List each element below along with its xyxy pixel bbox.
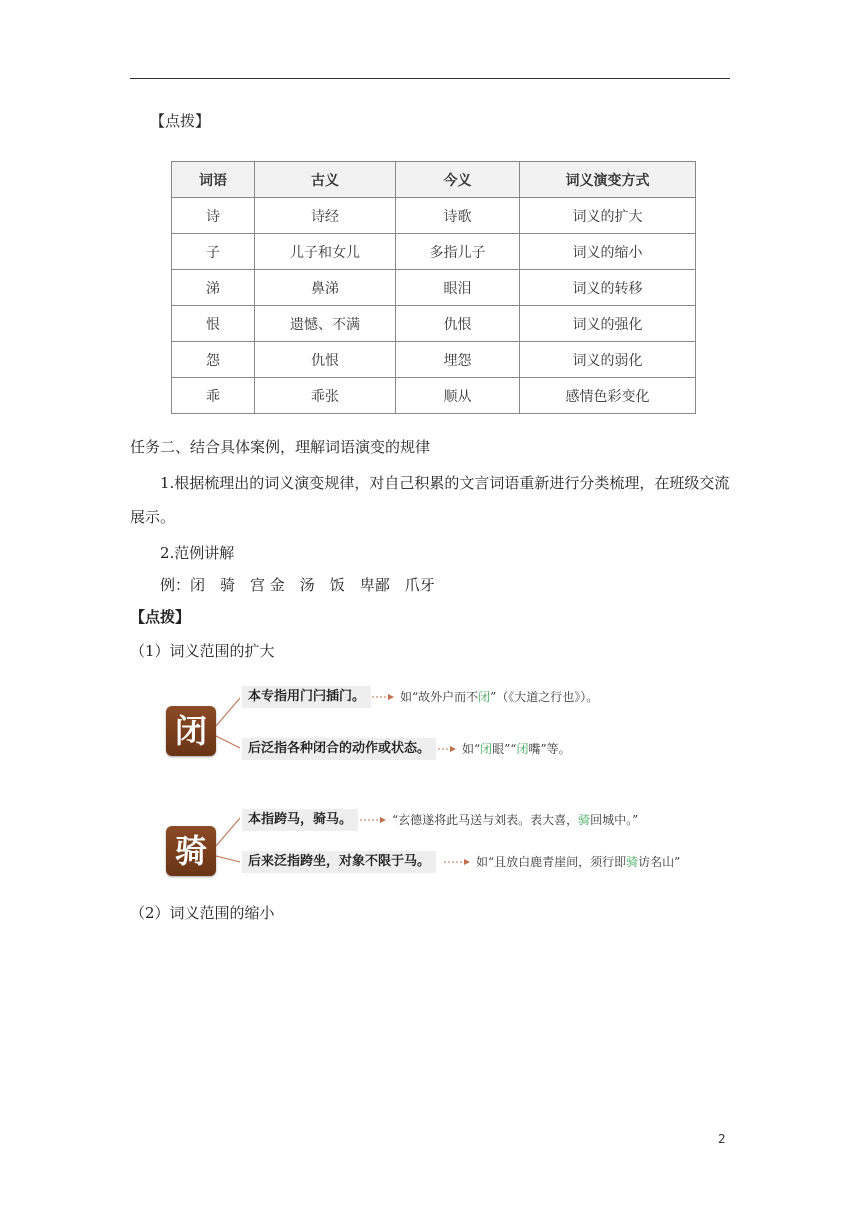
table-cell: 眼泪	[396, 270, 520, 306]
table-cell: 子	[172, 234, 255, 270]
page-number: 2	[718, 1132, 726, 1146]
word-meaning-table	[171, 161, 696, 414]
table-header-cell: 今义	[396, 162, 520, 198]
header-rule	[130, 78, 730, 79]
original-meaning: 本指跨马，骑马。	[242, 809, 358, 831]
char-box: 闭	[166, 706, 216, 756]
table-cell: 遗憾、不满	[255, 306, 396, 342]
table-cell: 多指儿子	[396, 234, 520, 270]
table-row	[172, 378, 696, 414]
table-cell: 仇恨	[255, 342, 396, 378]
table-cell: 仇恨	[396, 306, 520, 342]
table-cell: 词义的扩大	[520, 198, 696, 234]
item2-text: 2.范例讲解	[160, 544, 235, 562]
table-row	[172, 306, 696, 342]
extended-meaning: 后来泛指跨坐，对象不限于马。	[242, 851, 436, 873]
original-meaning: 本专指用门闩插门。	[242, 686, 371, 708]
table-row	[172, 270, 696, 306]
subheading-narrowing: （2）词义范围的缩小	[130, 904, 275, 922]
table-cell: 埋怨	[396, 342, 520, 378]
diagram-qi	[160, 800, 720, 894]
extended-meaning: 后泛指各种闭合的动作或状态。	[242, 738, 436, 760]
original-example: “玄德遂将此马送与刘表。表大喜，骑回城中。”	[392, 813, 639, 827]
table-cell: 乖	[172, 378, 255, 414]
table-cell: 鼻涕	[255, 270, 396, 306]
table-cell: 涕	[172, 270, 255, 306]
table-row	[172, 198, 696, 234]
table-cell: 词义的转移	[520, 270, 696, 306]
table-header-cell: 词义演变方式	[520, 162, 696, 198]
table-cell: 诗经	[255, 198, 396, 234]
table-cell: 诗	[172, 198, 255, 234]
table-cell: 词义的缩小	[520, 234, 696, 270]
table-cell: 乖张	[255, 378, 396, 414]
task2-title: 任务二、结合具体案例，理解词语演变的规律	[130, 438, 431, 456]
table-cell: 诗歌	[396, 198, 520, 234]
table-cell: 顺从	[396, 378, 520, 414]
table-header-row	[172, 162, 696, 198]
table-cell: 儿子和女儿	[255, 234, 396, 270]
table-cell: 词义的强化	[520, 306, 696, 342]
extended-example: 如“闭眼”“闭嘴”等。	[462, 742, 571, 756]
diagram-bi	[160, 680, 720, 774]
table-cell: 怨	[172, 342, 255, 378]
char-box: 骑	[166, 826, 216, 876]
table-cell: 恨	[172, 306, 255, 342]
example-words: 例：闭 骑 宫 金 汤 饭 卑鄙 爪牙	[160, 576, 435, 594]
extended-example: 如“且放白鹿青崖间，须行即骑访名山”	[476, 855, 681, 869]
subheading-expansion: （1）词义范围的扩大	[130, 642, 275, 660]
table-row	[172, 234, 696, 270]
item1-text-cont: 展示。	[130, 508, 176, 526]
table-header-cell: 古义	[255, 162, 396, 198]
item1-text: 1.根据梳理出的词义演变规律，对自己积累的文言词语重新进行分类梳理，在班级交流	[160, 474, 730, 492]
hint-heading-1: 【点拨】	[150, 112, 211, 130]
table-cell: 感情色彩变化	[520, 378, 696, 414]
hint-heading-2: 【点拨】	[130, 608, 191, 626]
table-header-cell: 词语	[172, 162, 255, 198]
table-cell: 词义的弱化	[520, 342, 696, 378]
original-example: 如“故外户而不闭”（《大道之行也》）。	[400, 690, 599, 704]
table-row	[172, 342, 696, 378]
